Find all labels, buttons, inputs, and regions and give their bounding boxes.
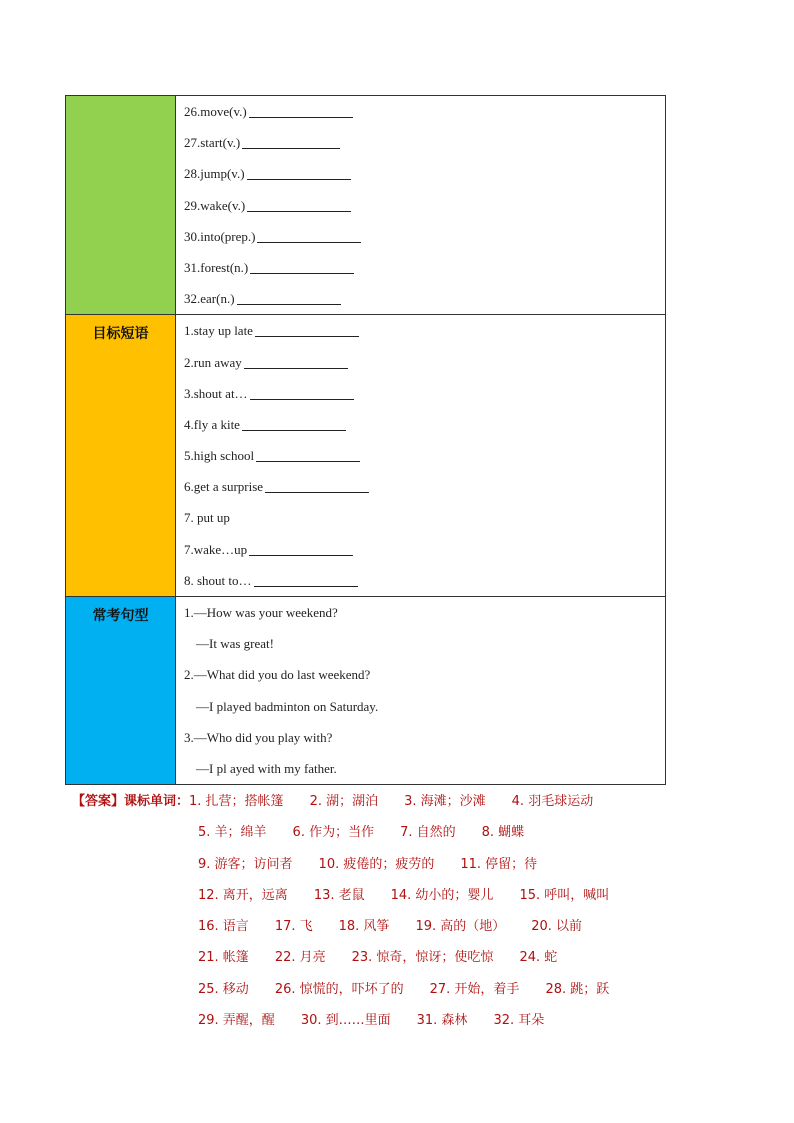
answer-key [72,786,712,1036]
answer-line [72,880,712,911]
answer-item: 8. 蝴蝶 [481,825,525,841]
answer-blank[interactable] [255,322,359,337]
phrase-item [184,565,665,596]
answer-item: 21. 帐篷 [198,950,249,966]
answer-blank[interactable] [242,416,346,431]
answer-item: 16. 语言 [198,919,249,935]
answer-item: 22. 月亮 [274,950,326,966]
answer-item: 7. 自然的 [400,825,456,841]
answer-blank[interactable] [247,197,351,212]
sentence-item [184,659,665,690]
word-text: 26.move(v.) [184,104,247,119]
words-label [66,96,176,314]
answer-heading: 【答案】课标单词： [72,794,190,809]
answer-item: 30. 到……里面 [300,1013,391,1029]
phrase-text: 7.wake…up [184,541,248,557]
word-text: 32.ear(n.) [184,291,235,307]
answer-line [72,942,712,973]
phrase-item [184,534,665,565]
phrase-text: 3.shout at… [184,385,248,401]
word-item [184,96,665,127]
sentences-row [66,597,665,784]
sentences-label: 常考句型 [66,597,176,784]
words-row [66,96,665,315]
phrases-label: 目标短语 [66,315,176,596]
answer-item: 1. 扎营；搭帐篷 [189,794,284,809]
answer-item: 11. 停留；待 [460,856,538,872]
answer-item: 2. 湖；湖泊 [309,794,379,809]
phrase-item [184,378,665,409]
answer-line [72,817,712,848]
phrase-item [184,315,665,346]
answer-blank[interactable] [249,103,353,118]
word-text: 27.start(v.) [184,135,241,151]
word-item [184,221,665,252]
vocabulary-table [65,95,666,785]
phrase-text: 5.high school [184,448,255,464]
word-item [184,283,665,314]
answer-item: 23. 惊奇，惊讶；使吃惊 [351,950,494,966]
phrase-text: 7. put up [184,510,230,526]
sentence-item [184,691,665,722]
sentence-text: 2.—What did you do last weekend? [184,667,371,683]
answer-item: 20. 以前 [531,919,583,935]
answer-line [72,974,712,1005]
answer-item: 26. 惊慌的，吓坏了的 [274,981,404,997]
answer-item: 24. 蛇 [519,950,558,966]
phrase-item [184,471,665,502]
answer-item: 4. 羽毛球运动 [511,794,594,809]
answer-item: 5. 羊；绵羊 [198,825,267,841]
phrase-text: 1.stay up late [184,323,253,339]
answer-item: 27. 开始，着手 [429,981,520,997]
answer-blank[interactable] [242,134,340,149]
answer-item: 17. 飞 [274,919,313,935]
answer-item: 14. 幼小的；婴儿 [390,887,494,903]
phrase-text: 4.fly a kite [184,416,240,432]
answer-item: 29. 弄醒，醒 [198,1013,275,1029]
answer-line [72,849,712,880]
phrase-text: 2.run away [184,354,242,370]
word-item [184,158,665,189]
answer-item: 12. 离开，远离 [198,887,288,903]
answer-item: 9. 游客；访问者 [198,856,293,872]
answer-item: 3. 海滩；沙滩 [404,794,486,809]
answer-item: 31. 森林 [416,1013,468,1029]
sentence-text: 3.—Who did you play with? [184,729,333,745]
phrase-item [184,409,665,440]
sentences-list [176,597,665,784]
answer-item: 25. 移动 [198,981,249,997]
phrase-item [184,502,665,533]
sentence-text: —I pl ayed with my father. [196,760,337,776]
answer-blank[interactable] [244,354,348,369]
phrase-text: 8. shout to… [184,572,252,588]
answer-blank[interactable] [250,385,354,400]
sentence-text: —It was great! [196,636,274,652]
answer-blank[interactable] [265,478,369,493]
word-text: 31.forest(n.) [184,259,249,275]
answer-blank[interactable] [256,447,360,462]
word-text: 29.wake(v.) [184,197,246,213]
sentence-item [184,753,665,784]
word-item [184,252,665,283]
phrases-row [66,315,665,597]
answer-item: 15. 呼叫，喊叫 [519,887,610,903]
answer-blank[interactable] [237,290,341,305]
sentence-text: —I played badminton on Saturday. [196,698,379,714]
answer-blank[interactable] [254,572,358,587]
answer-line [72,786,712,817]
answer-item: 18. 风筝 [338,919,390,935]
answer-item: 32. 耳朵 [493,1013,545,1029]
answer-item: 19. 高的（地） [415,919,506,935]
answer-item: 10. 疲倦的；疲劳的 [318,856,435,872]
words-list [176,96,665,314]
answer-blank[interactable] [249,541,353,556]
word-text: 30.into(prep.) [184,228,256,244]
sentence-item [184,722,665,753]
answer-line [72,1005,712,1036]
phrase-item [184,347,665,378]
word-item [184,190,665,221]
phrase-text: 6.get a surprise [184,479,264,495]
answer-item: 13. 老鼠 [313,887,365,903]
answer-line [72,911,712,942]
phrase-item [184,440,665,471]
word-text: 28.jump(v.) [184,166,245,182]
sentence-item [184,597,665,628]
sentence-item [184,628,665,659]
answer-blank[interactable] [247,165,351,180]
answer-blank[interactable] [250,259,354,274]
word-item [184,127,665,158]
phrases-list [176,315,665,596]
sentence-text: 1.—How was your weekend? [184,605,338,620]
answer-item: 28. 跳；跃 [545,981,610,997]
answer-item: 6. 作为；当作 [292,825,375,841]
answer-blank[interactable] [257,228,361,243]
